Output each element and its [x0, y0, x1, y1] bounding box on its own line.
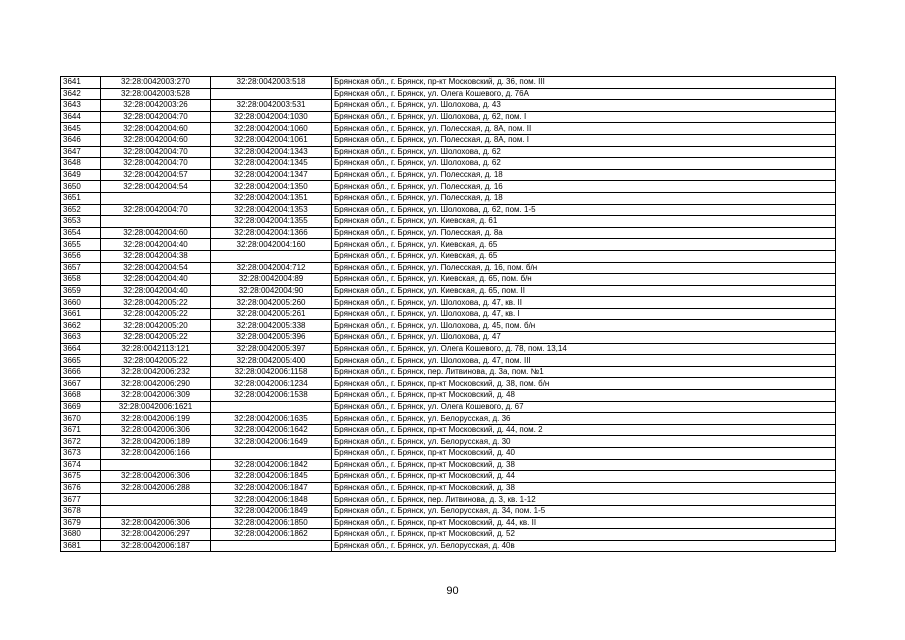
address-cell: Брянская обл., г. Брянск, ул. Шолохова, д. 47, пом. III — [332, 355, 836, 367]
row-number-cell: 3678 — [61, 505, 101, 517]
row-number-cell: 3664 — [61, 343, 101, 355]
row-number-cell: 3660 — [61, 297, 101, 309]
table-row — [61, 100, 836, 112]
land-cadastral-number-cell: 32:28:0042004:60 — [101, 134, 211, 146]
address-cell: Брянская обл., г. Брянск, ул. Шолохова, д. 62, пом. I — [332, 111, 836, 123]
address-cell: Брянская обл., г. Брянск, ул. Киевская, д. 65 — [332, 239, 836, 251]
address-cell: Брянская обл., г. Брянск, ул. Шолохова, д. 47, кв. I — [332, 308, 836, 320]
table-row — [61, 297, 836, 309]
row-number-cell: 3646 — [61, 134, 101, 146]
land-cadastral-number-cell: 32:28:0042004:54 — [101, 181, 211, 193]
row-number-cell: 3654 — [61, 227, 101, 239]
address-cell: Брянская обл., г. Брянск, ул. Шолохова, д. 47, кв. II — [332, 297, 836, 309]
table-row — [61, 459, 836, 471]
row-number-cell: 3670 — [61, 413, 101, 425]
address-cell: Брянская обл., г. Брянск, ул. Олега Кошевого, д. 76А — [332, 88, 836, 100]
row-number-cell: 3667 — [61, 378, 101, 390]
row-number-cell: 3653 — [61, 216, 101, 228]
table-row — [61, 471, 836, 483]
object-cadastral-number-cell: 32:28:0042006:1848 — [211, 494, 332, 506]
address-cell: Брянская обл., г. Брянск, ул. Полесская, д. 18 — [332, 192, 836, 204]
land-cadastral-number-cell: 32:28:0042005:22 — [101, 297, 211, 309]
object-cadastral-number-cell: 32:28:0042005:338 — [211, 320, 332, 332]
row-number-cell: 3661 — [61, 308, 101, 320]
land-cadastral-number-cell: 32:28:0042005:22 — [101, 332, 211, 344]
object-cadastral-number-cell: 32:28:0042006:1862 — [211, 529, 332, 541]
row-number-cell: 3648 — [61, 158, 101, 170]
object-cadastral-number-cell: 32:28:0042004:1350 — [211, 181, 332, 193]
object-cadastral-number-cell: 32:28:0042004:1061 — [211, 134, 332, 146]
table-row — [61, 308, 836, 320]
land-cadastral-number-cell: 32:28:0042005:20 — [101, 320, 211, 332]
table-row — [61, 424, 836, 436]
object-cadastral-number-cell — [211, 250, 332, 262]
table-row — [61, 88, 836, 100]
row-number-cell: 3659 — [61, 285, 101, 297]
address-cell: Брянская обл., г. Брянск, пр-кт Московский, д. 38 — [332, 459, 836, 471]
row-number-cell: 3679 — [61, 517, 101, 529]
land-cadastral-number-cell: 32:28:0042004:70 — [101, 111, 211, 123]
table-row — [61, 216, 836, 228]
table-row — [61, 227, 836, 239]
row-number-cell: 3669 — [61, 401, 101, 413]
land-cadastral-number-cell: 32:28:0042006:306 — [101, 424, 211, 436]
table-row — [61, 192, 836, 204]
address-cell: Брянская обл., г. Брянск, ул. Полесская, д. 8А, пом. I — [332, 134, 836, 146]
land-cadastral-number-cell: 32:28:0042004:40 — [101, 274, 211, 286]
object-cadastral-number-cell — [211, 540, 332, 552]
address-cell: Брянская обл., г. Брянск, ул. Шолохова, д. 62 — [332, 146, 836, 158]
table-row — [61, 320, 836, 332]
object-cadastral-number-cell: 32:28:0042005:260 — [211, 297, 332, 309]
land-cadastral-number-cell: 32:28:0042006:297 — [101, 529, 211, 541]
land-cadastral-number-cell — [101, 505, 211, 517]
land-cadastral-number-cell — [101, 216, 211, 228]
address-cell: Брянская обл., г. Брянск, ул. Олега Кошевого, д. 67 — [332, 401, 836, 413]
object-cadastral-number-cell: 32:28:0042006:1847 — [211, 482, 332, 494]
object-cadastral-number-cell: 32:28:0042004:89 — [211, 274, 332, 286]
row-number-cell: 3668 — [61, 390, 101, 402]
address-cell: Брянская обл., г. Брянск, пр-кт Московский, д. 38 — [332, 482, 836, 494]
land-cadastral-number-cell: 32:28:0042004:38 — [101, 250, 211, 262]
land-cadastral-number-cell: 32:28:0042004:60 — [101, 227, 211, 239]
object-cadastral-number-cell: 32:28:0042006:1234 — [211, 378, 332, 390]
row-number-cell: 3663 — [61, 332, 101, 344]
address-cell: Брянская обл., г. Брянск, ул. Белорусская, д. 40в — [332, 540, 836, 552]
table-row — [61, 482, 836, 494]
row-number-cell: 3681 — [61, 540, 101, 552]
address-cell: Брянская обл., г. Брянск, ул. Шолохова, д. 47 — [332, 332, 836, 344]
table-row — [61, 111, 836, 123]
row-number-cell: 3672 — [61, 436, 101, 448]
object-cadastral-number-cell: 32:28:0042004:1345 — [211, 158, 332, 170]
table-row — [61, 123, 836, 135]
land-cadastral-number-cell: 32:28:0042006:290 — [101, 378, 211, 390]
address-cell: Брянская обл., г. Брянск, ул. Киевская, д. 61 — [332, 216, 836, 228]
address-cell: Брянская обл., г. Брянск, ул. Белорусская, д. 36 — [332, 413, 836, 425]
row-number-cell: 3666 — [61, 366, 101, 378]
object-cadastral-number-cell: 32:28:0042005:400 — [211, 355, 332, 367]
table-row — [61, 274, 836, 286]
land-cadastral-number-cell: 32:28:0042004:70 — [101, 146, 211, 158]
table-row — [61, 262, 836, 274]
table-row — [61, 517, 836, 529]
address-cell: Брянская обл., г. Брянск, пр-кт Московский, д. 44 — [332, 471, 836, 483]
object-cadastral-number-cell: 32:28:0042004:1060 — [211, 123, 332, 135]
row-number-cell: 3674 — [61, 459, 101, 471]
land-cadastral-number-cell — [101, 192, 211, 204]
row-number-cell: 3641 — [61, 77, 101, 89]
address-cell: Брянская обл., г. Брянск, ул. Шолохова, д. 45, пом. б/н — [332, 320, 836, 332]
address-cell: Брянская обл., г. Брянск, пр-кт Московский, д. 38, пом. б/н — [332, 378, 836, 390]
address-cell: Брянская обл., г. Брянск, пр-кт Московский, д. 44, пом. 2 — [332, 424, 836, 436]
address-cell: Брянская обл., г. Брянск, пр-кт Московский, д. 36, пом. III — [332, 77, 836, 89]
land-cadastral-number-cell: 32:28:0042006:232 — [101, 366, 211, 378]
address-cell: Брянская обл., г. Брянск, пр-кт Московский, д. 44, кв. II — [332, 517, 836, 529]
address-cell: Брянская обл., г. Брянск, пр-кт Московский, д. 40 — [332, 448, 836, 460]
row-number-cell: 3643 — [61, 100, 101, 112]
object-cadastral-number-cell: 32:28:0042004:160 — [211, 239, 332, 251]
address-cell: Брянская обл., г. Брянск, ул. Полесская, д. 16, пом. б/н — [332, 262, 836, 274]
object-cadastral-number-cell: 32:28:0042004:1351 — [211, 192, 332, 204]
land-cadastral-number-cell: 32:28:0042006:187 — [101, 540, 211, 552]
address-cell: Брянская обл., г. Брянск, ул. Полесская, д. 8А, пом. II — [332, 123, 836, 135]
address-cell: Брянская обл., г. Брянск, пр-кт Московский, д. 52 — [332, 529, 836, 541]
object-cadastral-number-cell: 32:28:0042004:1343 — [211, 146, 332, 158]
object-cadastral-number-cell: 32:28:0042006:1849 — [211, 505, 332, 517]
address-cell: Брянская обл., г. Брянск, ул. Белорусская, д. 34, пом. 1-5 — [332, 505, 836, 517]
land-cadastral-number-cell: 32:28:0042004:40 — [101, 239, 211, 251]
table-row — [61, 355, 836, 367]
land-cadastral-number-cell: 32:28:0042006:166 — [101, 448, 211, 460]
table-row — [61, 239, 836, 251]
row-number-cell: 3675 — [61, 471, 101, 483]
row-number-cell: 3650 — [61, 181, 101, 193]
object-cadastral-number-cell: 32:28:0042004:1355 — [211, 216, 332, 228]
land-cadastral-number-cell — [101, 459, 211, 471]
table-row — [61, 494, 836, 506]
land-cadastral-number-cell: 32:28:0042003:270 — [101, 77, 211, 89]
address-cell: Брянская обл., г. Брянск, ул. Белорусская, д. 30 — [332, 436, 836, 448]
row-number-cell: 3651 — [61, 192, 101, 204]
address-cell: Брянская обл., г. Брянск, ул. Полесская, д. 8а — [332, 227, 836, 239]
object-cadastral-number-cell: 32:28:0042004:1030 — [211, 111, 332, 123]
land-cadastral-number-cell: 32:28:0042006:189 — [101, 436, 211, 448]
address-cell: Брянская обл., г. Брянск, ул. Полесская, д. 18 — [332, 169, 836, 181]
land-cadastral-number-cell: 32:28:0042004:60 — [101, 123, 211, 135]
table-row — [61, 146, 836, 158]
address-cell: Брянская обл., г. Брянск, ул. Киевская, д. 65, пом. II — [332, 285, 836, 297]
row-number-cell: 3645 — [61, 123, 101, 135]
row-number-cell: 3649 — [61, 169, 101, 181]
row-number-cell: 3671 — [61, 424, 101, 436]
object-cadastral-number-cell: 32:28:0042005:261 — [211, 308, 332, 320]
row-number-cell: 3642 — [61, 88, 101, 100]
land-cadastral-number-cell — [101, 494, 211, 506]
table-row — [61, 390, 836, 402]
object-cadastral-number-cell — [211, 88, 332, 100]
table-row — [61, 332, 836, 344]
page-number: 90 — [446, 585, 459, 597]
object-cadastral-number-cell: 32:28:0042006:1642 — [211, 424, 332, 436]
address-cell: Брянская обл., г. Брянск, ул. Шолохова, д. 62, пом. 1-5 — [332, 204, 836, 216]
land-cadastral-number-cell: 32:28:0042006:309 — [101, 390, 211, 402]
object-cadastral-number-cell — [211, 448, 332, 460]
table-row — [61, 204, 836, 216]
row-number-cell: 3657 — [61, 262, 101, 274]
land-cadastral-number-cell: 32:28:0042004:70 — [101, 204, 211, 216]
land-cadastral-number-cell: 32:28:0042113:121 — [101, 343, 211, 355]
table-row — [61, 285, 836, 297]
object-cadastral-number-cell — [211, 401, 332, 413]
object-cadastral-number-cell: 32:28:0042005:396 — [211, 332, 332, 344]
table-row — [61, 343, 836, 355]
object-cadastral-number-cell: 32:28:0042004:1347 — [211, 169, 332, 181]
land-cadastral-number-cell: 32:28:0042006:1621 — [101, 401, 211, 413]
object-cadastral-number-cell: 32:28:0042006:1842 — [211, 459, 332, 471]
property-registry-table — [60, 76, 836, 552]
land-cadastral-number-cell: 32:28:0042005:22 — [101, 308, 211, 320]
object-cadastral-number-cell: 32:28:0042004:90 — [211, 285, 332, 297]
table-row — [61, 250, 836, 262]
row-number-cell: 3676 — [61, 482, 101, 494]
row-number-cell: 3656 — [61, 250, 101, 262]
land-cadastral-number-cell: 32:28:0042006:199 — [101, 413, 211, 425]
object-cadastral-number-cell: 32:28:0042004:1353 — [211, 204, 332, 216]
table-row — [61, 540, 836, 552]
table-row — [61, 169, 836, 181]
object-cadastral-number-cell: 32:28:0042006:1538 — [211, 390, 332, 402]
table-row — [61, 529, 836, 541]
row-number-cell: 3662 — [61, 320, 101, 332]
row-number-cell: 3652 — [61, 204, 101, 216]
object-cadastral-number-cell: 32:28:0042004:1366 — [211, 227, 332, 239]
address-cell: Брянская обл., г. Брянск, пер. Литвинова, д. 3а, пом. №1 — [332, 366, 836, 378]
row-number-cell: 3677 — [61, 494, 101, 506]
address-cell: Брянская обл., г. Брянск, ул. Киевская, д. 65, пом. б/н — [332, 274, 836, 286]
address-cell: Брянская обл., г. Брянск, ул. Шолохова, д. 43 — [332, 100, 836, 112]
registry-table-body — [61, 77, 836, 552]
land-cadastral-number-cell: 32:28:0042006:288 — [101, 482, 211, 494]
object-cadastral-number-cell: 32:28:0042003:518 — [211, 77, 332, 89]
table-row — [61, 366, 836, 378]
object-cadastral-number-cell: 32:28:0042005:397 — [211, 343, 332, 355]
object-cadastral-number-cell: 32:28:0042004:712 — [211, 262, 332, 274]
table-row — [61, 158, 836, 170]
table-row — [61, 181, 836, 193]
row-number-cell: 3655 — [61, 239, 101, 251]
land-cadastral-number-cell: 32:28:0042004:57 — [101, 169, 211, 181]
table-row — [61, 436, 836, 448]
object-cadastral-number-cell: 32:28:0042006:1649 — [211, 436, 332, 448]
address-cell: Брянская обл., г. Брянск, пер. Литвинова, д. 3, кв. 1-12 — [332, 494, 836, 506]
row-number-cell: 3658 — [61, 274, 101, 286]
table-row — [61, 77, 836, 89]
land-cadastral-number-cell: 32:28:0042003:26 — [101, 100, 211, 112]
land-cadastral-number-cell: 32:28:0042004:40 — [101, 285, 211, 297]
land-cadastral-number-cell: 32:28:0042006:306 — [101, 471, 211, 483]
address-cell: Брянская обл., г. Брянск, ул. Киевская, д. 65 — [332, 250, 836, 262]
table-row — [61, 401, 836, 413]
row-number-cell: 3680 — [61, 529, 101, 541]
object-cadastral-number-cell: 32:28:0042006:1850 — [211, 517, 332, 529]
table-row — [61, 448, 836, 460]
table-row — [61, 413, 836, 425]
address-cell: Брянская обл., г. Брянск, ул. Полесская, д. 16 — [332, 181, 836, 193]
row-number-cell: 3665 — [61, 355, 101, 367]
address-cell: Брянская обл., г. Брянск, ул. Шолохова, д. 62 — [332, 158, 836, 170]
land-cadastral-number-cell: 32:28:0042004:70 — [101, 158, 211, 170]
object-cadastral-number-cell: 32:28:0042003:531 — [211, 100, 332, 112]
table-row — [61, 378, 836, 390]
land-cadastral-number-cell: 32:28:0042003:528 — [101, 88, 211, 100]
row-number-cell: 3673 — [61, 448, 101, 460]
table-row — [61, 505, 836, 517]
land-cadastral-number-cell: 32:28:0042006:306 — [101, 517, 211, 529]
object-cadastral-number-cell: 32:28:0042006:1635 — [211, 413, 332, 425]
row-number-cell: 3644 — [61, 111, 101, 123]
object-cadastral-number-cell: 32:28:0042006:1158 — [211, 366, 332, 378]
table-row — [61, 134, 836, 146]
row-number-cell: 3647 — [61, 146, 101, 158]
land-cadastral-number-cell: 32:28:0042005:22 — [101, 355, 211, 367]
address-cell: Брянская обл., г. Брянск, ул. Олега Кошевого, д. 78, пом. 13,14 — [332, 343, 836, 355]
land-cadastral-number-cell: 32:28:0042004:54 — [101, 262, 211, 274]
address-cell: Брянская обл., г. Брянск, пр-кт Московский, д. 48 — [332, 390, 836, 402]
object-cadastral-number-cell: 32:28:0042006:1845 — [211, 471, 332, 483]
